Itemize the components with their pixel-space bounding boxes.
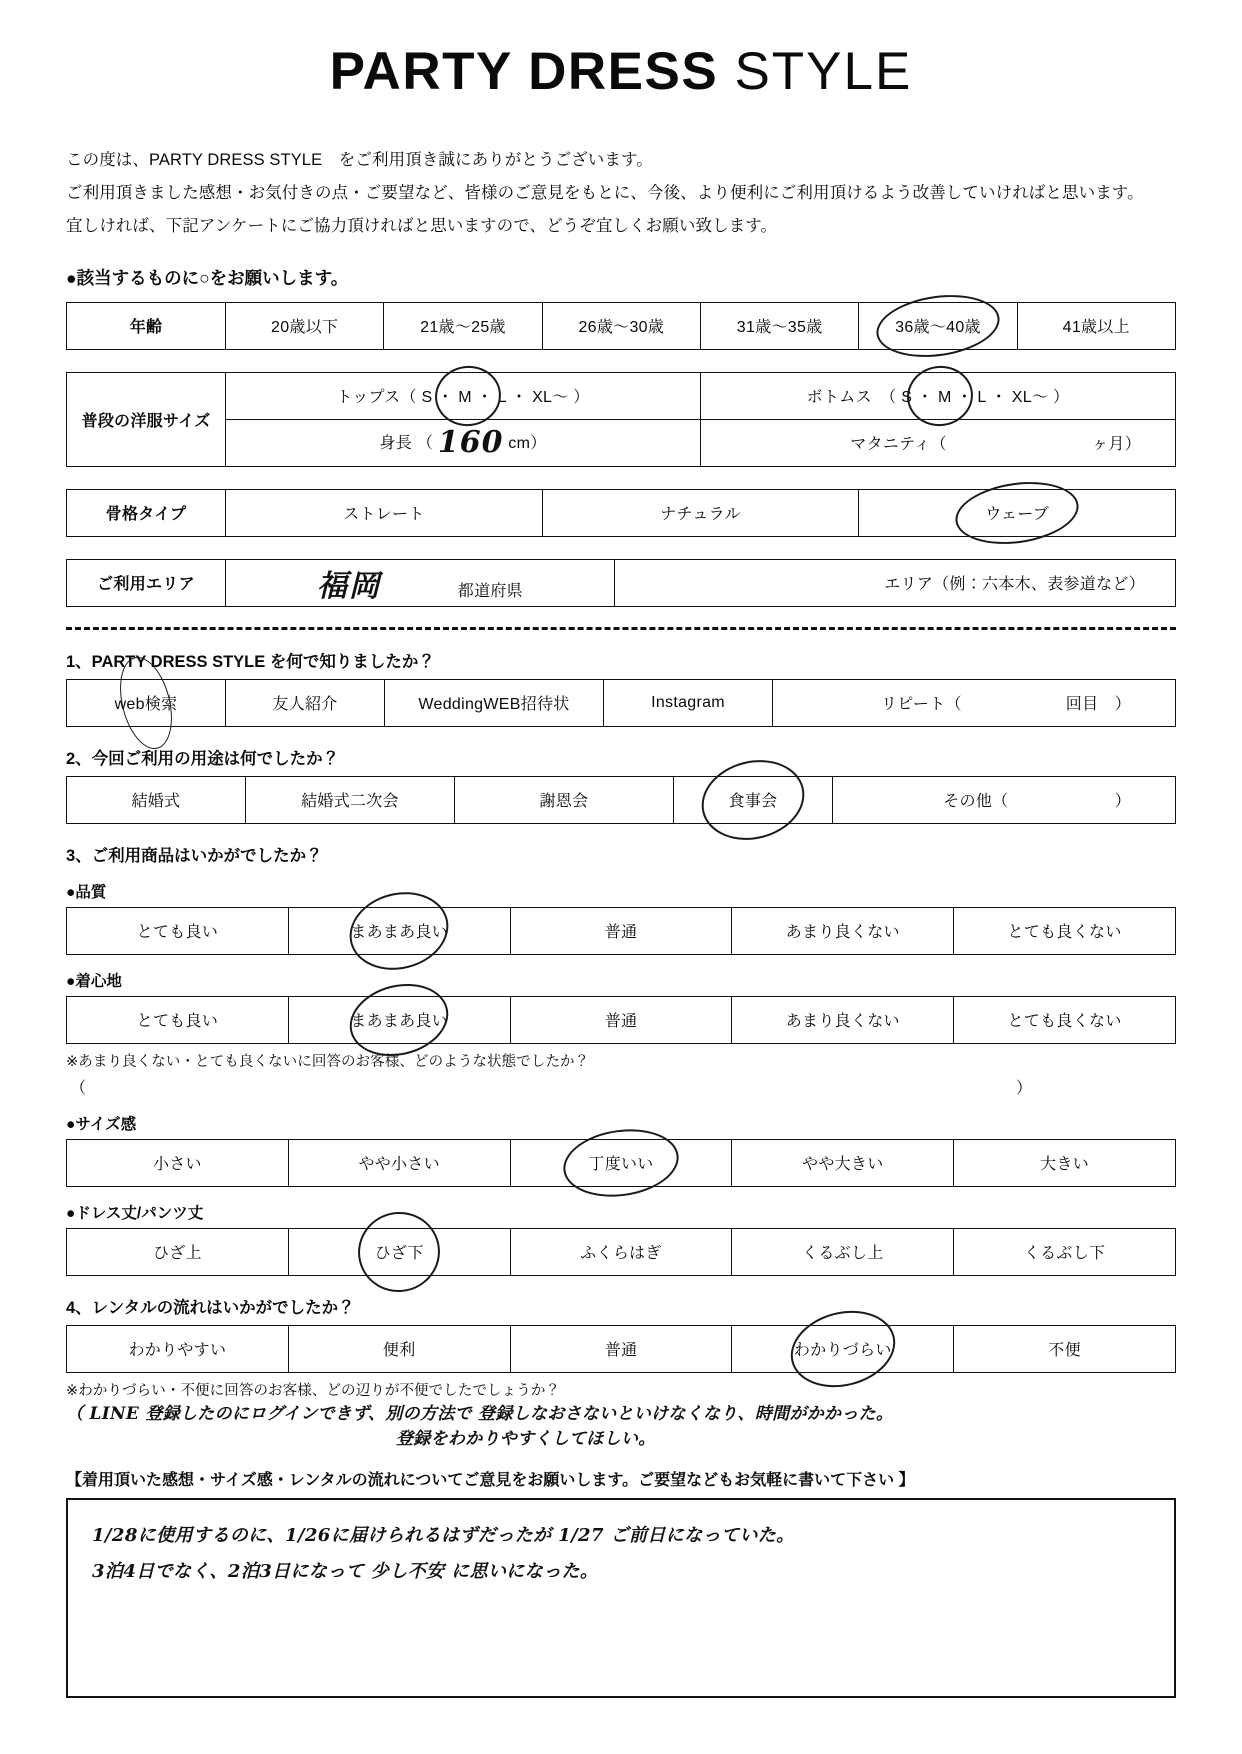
fit-option-2[interactable] [510, 1139, 732, 1186]
comfort-option-1[interactable] [288, 996, 510, 1043]
table-row [67, 1325, 1176, 1372]
page-title [66, 0, 1176, 110]
tops-size-cell[interactable] [226, 372, 701, 419]
table-row [67, 907, 1176, 954]
height-value: 160 [437, 425, 504, 461]
age-option-2[interactable]: 26歳～30歳 [542, 302, 700, 349]
clothing-size-label: 普段の洋服サイズ [67, 372, 226, 466]
length-table [66, 1228, 1176, 1276]
quality-label: ●品質 [66, 883, 107, 901]
q4-hand-line-1: （ LINE 登録したのにログインできず、別の方法で 登録しなおさないといけなくなり、時間がかかった。 [66, 1403, 894, 1424]
q2-other-prefix: その他（ [943, 793, 1009, 811]
table-row [67, 1228, 1176, 1275]
age-label: 年齢 [67, 302, 226, 349]
question-4-note: ※わかりづらい・不便に回答のお客様、どの辺りが不便でしたでしょうか？ [66, 1382, 561, 1399]
table-row [67, 419, 1176, 466]
length-option-1-label: ひざ下 [374, 1245, 424, 1263]
comfort-free-text-line[interactable] [66, 1075, 1176, 1098]
bottoms-size-label: ボトムス （ S ・ M ・ L ・ XL～ ） [806, 389, 1070, 407]
q4-option-3-label: わかりづらい [793, 1342, 892, 1360]
maternity-suffix: ヶ月） [1092, 436, 1141, 454]
question-1-heading: 1、PARTY DRESS STYLE を何で知りましたか？ [66, 652, 435, 671]
final-comment-box[interactable] [66, 1498, 1176, 1698]
q1-repeat-prefix: リピート（ [880, 696, 962, 714]
maternity-prefix: マタニティ（ [850, 436, 947, 454]
prefecture-label: 都道府県 [457, 582, 523, 600]
frame-type-table [66, 489, 1176, 537]
q4-hand-line-2: 登録をわかりやすくしてほしい。 [396, 1429, 656, 1450]
length-option-3[interactable]: くるぶし上 [732, 1228, 954, 1275]
comfort-option-3[interactable]: あまり良くない [732, 996, 954, 1043]
table-row [67, 302, 1176, 349]
length-option-1[interactable] [288, 1228, 510, 1275]
q2-option-1[interactable]: 結婚式二次会 [246, 776, 455, 823]
usage-area-table [66, 559, 1176, 607]
fit-option-3[interactable]: やや大きい [732, 1139, 954, 1186]
q2-other-suffix: ） [1114, 793, 1131, 811]
comfort-free-close: ） [1015, 1079, 1032, 1097]
comfort-note: ※あまり良くない・とても良くないに回答のお客様、どのような状態でしたか？ [66, 1053, 590, 1070]
quality-option-1-label: まあまあ良い [350, 924, 449, 942]
fit-option-4[interactable]: 大きい [954, 1139, 1176, 1186]
age-option-5[interactable]: 41歳以上 [1017, 302, 1175, 349]
table-row [67, 679, 1176, 726]
quality-option-0[interactable]: とても良い [67, 907, 289, 954]
question-1-table [66, 679, 1176, 727]
q2-option-2[interactable]: 謝恩会 [455, 776, 674, 823]
q1-repeat-cell[interactable] [773, 679, 1176, 726]
fit-option-1[interactable]: やや小さい [288, 1139, 510, 1186]
age-option-3[interactable]: 31歳～35歳 [700, 302, 858, 349]
quality-option-1[interactable] [288, 907, 510, 954]
intro-line-2: ご利用頂きました感想・お気付きの点・ご要望など、皆様のご意見をもとに、今後、より便利にご利用頂けるよう改善していければと思います。 [66, 183, 1144, 202]
quality-option-4[interactable]: とても良くない [954, 907, 1176, 954]
length-option-0[interactable]: ひざ上 [67, 1228, 289, 1275]
q4-option-1[interactable]: 便利 [288, 1325, 510, 1372]
frame-option-2-label: ウェーブ [985, 506, 1050, 524]
age-table [66, 302, 1176, 350]
question-3-heading: 3、ご利用商品はいかがでしたか？ [66, 846, 323, 865]
table-row [67, 372, 1176, 419]
question-4-handwritten-answer [66, 1402, 1176, 1453]
frame-option-2[interactable] [859, 489, 1176, 536]
table-row [67, 776, 1176, 823]
table-row [67, 489, 1176, 536]
usage-area-label: ご利用エリア [67, 559, 226, 606]
question-4-table [66, 1325, 1176, 1373]
length-option-4[interactable]: くるぶし下 [954, 1228, 1176, 1275]
fit-table [66, 1139, 1176, 1187]
age-option-4[interactable] [859, 302, 1017, 349]
final-hand-line-1: 1/28に使用するのに、1/26に届けられるはずだったが 1/27 ご前日になっていた。 [92, 1524, 795, 1546]
age-option-1[interactable]: 21歳～25歳 [384, 302, 542, 349]
comfort-option-0[interactable]: とても良い [67, 996, 289, 1043]
q1-option-0-label: web検索 [114, 696, 178, 714]
instruction-text: ●該当するものに○をお願いします。 [66, 267, 349, 288]
q1-option-1[interactable]: 友人紹介 [226, 679, 385, 726]
comfort-table [66, 996, 1176, 1044]
q2-option-0[interactable]: 結婚式 [67, 776, 246, 823]
tops-size-label: トップス（ S ・ M ・ L ・ XL～ ） [336, 389, 590, 407]
clothing-size-table [66, 372, 1176, 467]
quality-option-3[interactable]: あまり良くない [732, 907, 954, 954]
section-divider [66, 627, 1176, 630]
brand-title-light: STYLE [734, 42, 913, 101]
height-prefix: 身長 （ [379, 435, 434, 453]
age-option-4-label: 36歳～40歳 [895, 319, 981, 337]
quality-table [66, 907, 1176, 955]
q2-option-3-label: 食事会 [728, 793, 778, 811]
question-2-table [66, 776, 1176, 824]
frame-option-1[interactable]: ナチュラル [542, 489, 859, 536]
comfort-label: ●着心地 [66, 972, 122, 990]
q2-option-3[interactable] [674, 776, 833, 823]
brand-title-bold: PARTY DRESS [329, 42, 719, 101]
q2-other-cell[interactable] [833, 776, 1176, 823]
intro-line-1: この度は、PARTY DRESS STYLE をご利用頂き誠にありがとうございます。 [66, 150, 653, 169]
intro-paragraph [66, 144, 1176, 243]
q1-option-2[interactable]: WeddingWEB招待状 [385, 679, 604, 726]
q1-option-3[interactable]: Instagram [604, 679, 773, 726]
q4-option-0[interactable]: わかりやすい [67, 1325, 289, 1372]
fit-option-2-label: 丁度いい [588, 1156, 654, 1174]
q4-option-3[interactable] [732, 1325, 954, 1372]
quality-option-2[interactable]: 普通 [510, 907, 732, 954]
age-option-0[interactable]: 20歳以下 [226, 302, 384, 349]
maternity-cell[interactable] [700, 419, 1175, 466]
q4-option-2[interactable]: 普通 [510, 1325, 732, 1372]
fit-label: ●サイズ感 [66, 1115, 137, 1133]
q4-option-4[interactable]: 不便 [954, 1325, 1176, 1372]
table-row [67, 1139, 1176, 1186]
question-2-heading: 2、今回ご利用の用途は何でしたか？ [66, 749, 340, 768]
length-label: ●ドレス丈/パンツ丈 [66, 1204, 204, 1222]
fit-option-0[interactable]: 小さい [67, 1139, 289, 1186]
frame-type-label: 骨格タイプ [67, 489, 226, 536]
question-4-heading: 4、レンタルの流れはいかがでしたか？ [66, 1298, 355, 1317]
comfort-free-open: （ [70, 1079, 87, 1097]
height-suffix: cm） [508, 435, 547, 453]
area-detail-label: エリア（例：六本木、表参道など） [884, 576, 1145, 594]
final-comment-heading: 【着用頂いた感想・サイズ感・レンタルの流れについてご意見をお願いします。ご要望などもお気軽に書いて下さい 】 [66, 1471, 915, 1489]
q1-repeat-suffix: 回目 ） [1065, 696, 1131, 714]
comfort-option-1-label: まあまあ良い [350, 1013, 449, 1031]
table-row [67, 996, 1176, 1043]
intro-line-3: 宜しければ、下記アンケートにご協力頂ければと思いますので、どうぞ宜しくお願い致します。 [66, 216, 778, 235]
prefecture-value: 福岡 [317, 568, 382, 604]
frame-option-0[interactable]: ストレート [226, 489, 543, 536]
area-detail-cell[interactable] [615, 559, 1176, 606]
table-row [67, 559, 1176, 606]
prefecture-cell[interactable] [226, 559, 615, 606]
bottoms-size-cell[interactable] [700, 372, 1175, 419]
length-option-2[interactable]: ふくらはぎ [510, 1228, 732, 1275]
comfort-option-2[interactable]: 普通 [510, 996, 732, 1043]
final-hand-line-2: 3泊4日でなく、2泊3日になって 少し不安 に思いになった。 [92, 1560, 599, 1582]
q1-option-0[interactable] [67, 679, 226, 726]
height-cell[interactable] [226, 419, 701, 466]
comfort-option-4[interactable]: とても良くない [954, 996, 1176, 1043]
